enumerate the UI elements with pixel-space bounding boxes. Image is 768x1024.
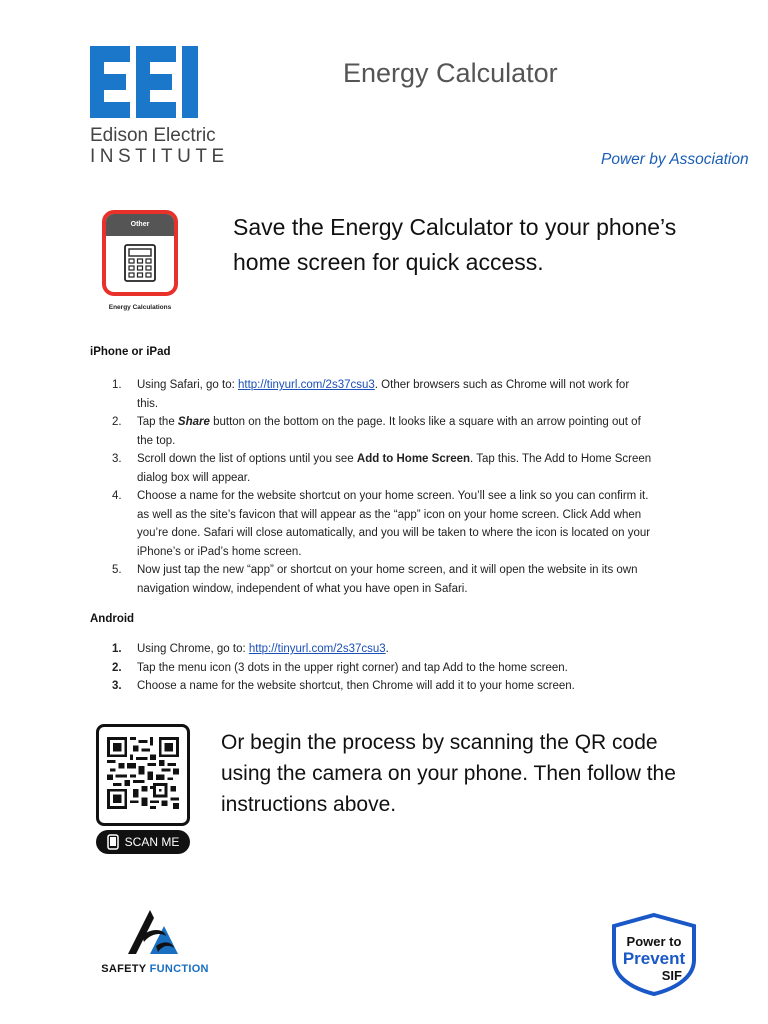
app-icon-preview bbox=[100, 210, 180, 311]
power-to-prevent-sif-logo bbox=[606, 912, 702, 996]
document-title: Energy Calculator bbox=[343, 58, 558, 88]
shield-icon bbox=[606, 912, 702, 996]
list-item bbox=[112, 561, 652, 598]
list-item bbox=[112, 450, 652, 487]
safety-function-wordmark bbox=[90, 963, 220, 975]
share-term: Share bbox=[177, 416, 210, 428]
step-text: Scroll down the list of options until you see bbox=[137, 453, 357, 465]
tagline: Power by Association bbox=[601, 151, 749, 168]
eei-logo bbox=[90, 46, 230, 168]
app-icon-bar-label: Other bbox=[106, 214, 174, 236]
phone-icon bbox=[107, 834, 119, 850]
step-text: . bbox=[385, 643, 389, 655]
eei-letter-e2 bbox=[136, 46, 176, 118]
ptp-line-3: SIF bbox=[661, 968, 682, 983]
step-number: 2. bbox=[112, 661, 122, 674]
scan-me-badge bbox=[96, 830, 190, 854]
list-item bbox=[112, 640, 652, 659]
step-number: 3. bbox=[112, 680, 122, 692]
step-text: Now just tap the new “app” or shortcut on your home screen, and it will open the website in its own navigation window, independent of what you have open in Safari. bbox=[137, 564, 638, 595]
step-number: 1. bbox=[112, 379, 122, 391]
android-section-title: Android bbox=[90, 613, 135, 625]
safety-function-mark-icon bbox=[120, 906, 190, 958]
step-text: Using Chrome, go to: bbox=[137, 643, 249, 655]
eei-logo-mark bbox=[90, 46, 230, 118]
add-to-home-term: Add to Home Screen bbox=[356, 453, 471, 465]
scan-me-label: SCAN ME bbox=[124, 835, 180, 849]
step-number: 4. bbox=[112, 490, 122, 502]
function-word: FUNCTION bbox=[149, 963, 209, 975]
list-item bbox=[112, 677, 652, 696]
eei-logo-institute: INSTITUTE bbox=[90, 146, 229, 167]
list-item bbox=[112, 413, 652, 450]
eei-logo-name: Edison Electric bbox=[90, 125, 216, 146]
iphone-steps-list bbox=[112, 376, 652, 598]
qr-instructions: Or begin the process by scanning the QR code using the camera on your phone. Then follow the instructions above. bbox=[221, 731, 676, 816]
step-text: Tap the bbox=[137, 416, 178, 428]
ptp-line-1: Power to bbox=[626, 934, 682, 949]
eei-letter-e1 bbox=[90, 46, 130, 118]
iphone-section-title: iPhone or iPad bbox=[90, 346, 171, 358]
step-number: 1. bbox=[112, 643, 122, 655]
list-item bbox=[112, 659, 652, 678]
step-text: button on the bottom on the page. It looks like a square with an arrow pointing out of the top. bbox=[137, 416, 641, 447]
step-number: 5. bbox=[112, 564, 122, 576]
list-item bbox=[112, 487, 652, 561]
list-item bbox=[112, 376, 652, 413]
qr-code-icon bbox=[107, 737, 179, 809]
step-number: 3. bbox=[112, 453, 122, 465]
app-icon-caption: Energy Calculations bbox=[108, 304, 172, 311]
android-steps-list bbox=[112, 640, 652, 696]
step-text: Tap the menu icon (3 dots in the upper right corner) and tap Add to the home screen. bbox=[137, 661, 568, 674]
ptp-line-2: Prevent bbox=[622, 949, 686, 968]
step-text: Using Safari, go to: bbox=[137, 379, 238, 391]
headline: Save the Energy Calculator to your phone’s home screen for quick access. bbox=[233, 214, 677, 275]
safety-function-logo bbox=[90, 906, 220, 975]
qr-code-frame bbox=[96, 724, 190, 826]
safety-word: SAFETY bbox=[101, 963, 147, 975]
step-text: Choose a name for the website shortcut on your home screen. You’ll see a link so you can confirm it. as well as the site’s favicon that will appear as the “app” icon on your home screen. Click Add when you’re done. Safari will close automatically, and you will be taken to where the icon is located on your iPhone’s or iPad’s home screen. bbox=[137, 490, 651, 558]
step-number: 2. bbox=[112, 416, 122, 428]
calculator-icon bbox=[124, 244, 156, 282]
eei-letter-i bbox=[182, 46, 198, 118]
step-text: . Other browsers such as Chrome will not work for this. bbox=[137, 379, 630, 410]
step-text: Choose a name for the website shortcut, then Chrome will add it to your home screen. bbox=[137, 680, 575, 692]
qr-code-block bbox=[96, 724, 192, 854]
step-text: . Tap this. The Add to Home Screen dialog box will appear. bbox=[137, 453, 652, 484]
tinyurl-link[interactable]: http://tinyurl.com/2s37csu3 bbox=[238, 379, 375, 391]
app-icon-frame bbox=[102, 210, 178, 296]
tinyurl-link[interactable]: http://tinyurl.com/2s37csu3 bbox=[248, 643, 386, 655]
